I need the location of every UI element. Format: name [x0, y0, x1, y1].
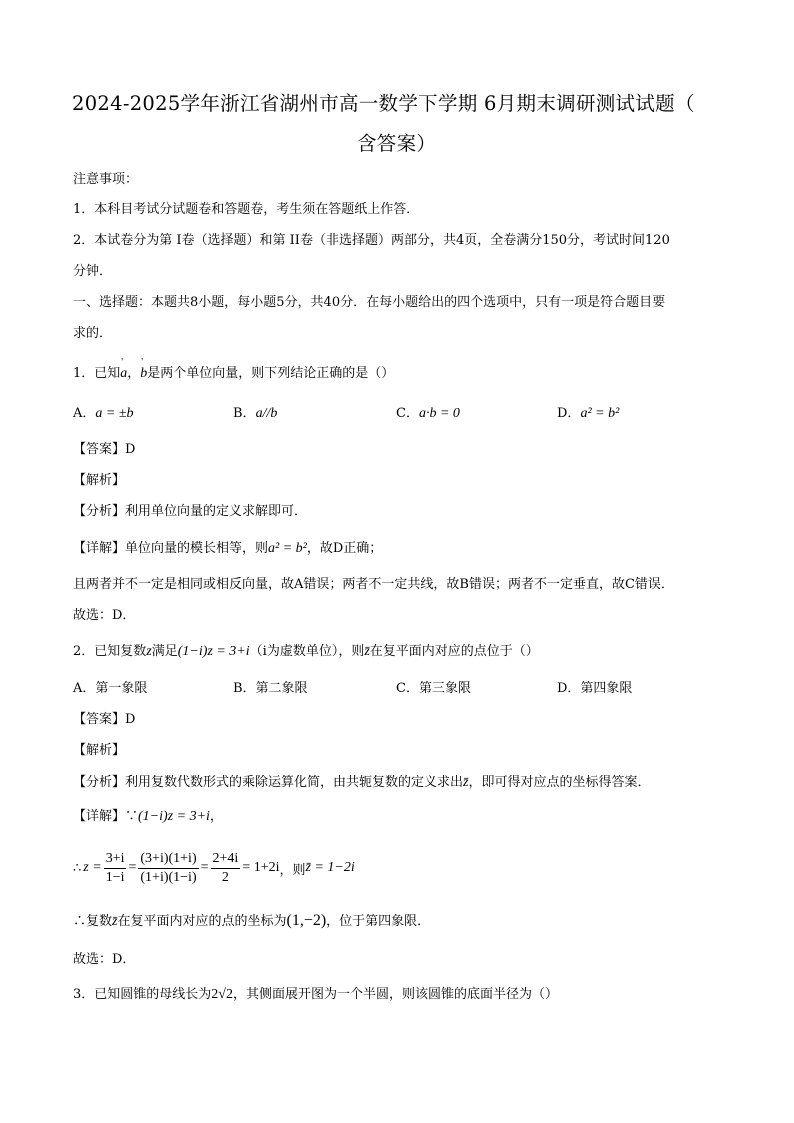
q1-prefix: 1．已知 — [73, 366, 121, 381]
q1-option-d: D．a² = b² — [557, 406, 620, 421]
q2-coordinate: ∴复数z̄在复平面内对应的点的坐标为(1,−2)，位于第四象限． — [73, 912, 431, 929]
notice-item-1: 1．本科目考试分试题卷和答题卷，考生须在答题纸上作答． — [73, 202, 420, 217]
q2-zbar-result: z̄ = 1−2i — [305, 860, 355, 875]
q2-coordinate-value: (1,−2) — [286, 912, 327, 929]
notice-item-2: 2．本试卷分为第 I卷（选择题）和第 II卷（非选择题）两部分，共4页，全卷满分150分，考试时间120 — [73, 233, 670, 248]
q1-suffix: 是两个单位向量，则下列结论正确的是（） — [147, 366, 395, 381]
vector-b: ' b — [140, 366, 147, 382]
q1-answer: 【答案】D — [73, 442, 136, 457]
q1-option-b: B．a//b — [233, 406, 278, 421]
fraction-2: $\frac{(3+i)(1+i)}{(1+i)(1-i)}$ — [140, 850, 197, 885]
vector-a: ' a — [120, 366, 127, 382]
q1-choose: 故选：D． — [73, 608, 136, 623]
q1-comma: ， — [127, 366, 141, 381]
section-heading-cont: 求的． — [73, 326, 113, 341]
q3-expr: 2√2 — [211, 987, 233, 1002]
q2-analysis: 【分析】利用复数代数形式的乘除运算化简，由共轭复数的定义求出z̄，即可得对应点的坐标得答案． — [73, 775, 651, 790]
page-title-continued: 含答案） — [357, 132, 437, 155]
q1-option-c-expr: a·b = 0 — [418, 406, 460, 421]
q1-option-c: C．a·b = 0 — [396, 406, 460, 421]
section-heading: 一、选择题：本题共8小题，每小题5分，共40分．在每小题给出的四个选项中，只有一项是符合题目要 — [73, 295, 666, 310]
q1-option-b-expr: a//b — [255, 406, 278, 421]
q1-analysis: 【分析】利用单位向量的定义求解即可． — [73, 504, 308, 519]
q2-option-a: A．第一象限 — [73, 681, 148, 696]
q2-zbar: z̄ — [364, 644, 370, 659]
q1-option-d-expr: a² = b² — [580, 406, 620, 421]
q2-analysis-zbar: z̄ — [463, 775, 469, 790]
q2-analysis-label: 【解析】 — [73, 743, 126, 758]
notice-heading: 注意事项： — [73, 172, 139, 187]
q2-option-d: D．第四象限 — [557, 681, 633, 696]
question-3: 3．已知圆锥的母线长为2√2，其侧面展开图为一个半圆，则该圆锥的底面半径为（） — [73, 987, 558, 1002]
q2-answer: 【答案】D — [73, 712, 136, 727]
notice-item-2-cont: 分钟． — [73, 264, 113, 279]
question-1 — [73, 362, 394, 382]
q2-z: z — [146, 644, 152, 659]
question-2: 2．已知复数z满足(1−i)z = 3+i（i为虚数单位），则z̄在复平面内对应的点位于（） — [73, 644, 539, 659]
q1-detail-cont: 且两者并不一定是相同或相反向量，故A错误；两者不一定共线，故B错误；两者不一定垂直，故C错误． — [73, 577, 674, 592]
q2-choose: 故选：D． — [73, 952, 136, 967]
q2-detail-expr: (1−i)z = 3+i — [138, 809, 210, 824]
q2-option-b: B．第二象限 — [233, 681, 308, 696]
fraction-3: $\frac{2+4i}{2}$ — [212, 850, 239, 885]
q1-analysis-label: 【解析】 — [73, 473, 126, 488]
page-title: 2024-2025学年浙江省湖州市高一数学下学期 6月期末调研测试试题（ — [72, 92, 695, 115]
q1-detail-expr: a² = b² — [268, 541, 307, 556]
q2-calculation: ∴ z = $\frac{3+i}{1-i}$ = $\frac{(3+i)(1+i)}{(1+i)(1-i)}$ = $\frac{2+4i}{2}$ = 1+2i ，则 z̄ = 1−2i — [73, 850, 355, 885]
q2-option-c: C．第三象限 — [396, 681, 471, 696]
q1-option-a: A．a = ±b — [73, 406, 134, 421]
q2-equation: (1−i)z = 3+i — [177, 644, 250, 659]
fraction-1: $\frac{3+i}{1-i}$ — [105, 850, 125, 885]
q1-option-a-expr: a = ±b — [95, 406, 134, 421]
q1-detail: 【详解】单位向量的模长相等，则a² = b²，故D正确； — [73, 541, 383, 556]
q2-detail: 【详解】∵(1−i)z = 3+i， — [73, 809, 223, 824]
